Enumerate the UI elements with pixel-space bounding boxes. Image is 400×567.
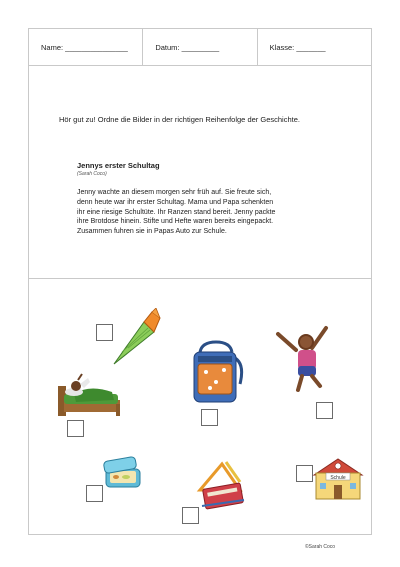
story-line: Jenny wachte an diesem morgen sehr früh auf. Sie freute sich, bbox=[77, 189, 272, 196]
story-line: ihre Brotdose hinein. Stifte und Hefte waren bereits eingepackt. bbox=[77, 218, 274, 226]
books-and-pencils-icon bbox=[196, 460, 248, 510]
header-row bbox=[29, 29, 371, 66]
date-field[interactable]: Datum: _________ bbox=[143, 29, 257, 65]
school-cone-icon bbox=[108, 308, 164, 368]
order-checkbox-school-building[interactable] bbox=[296, 465, 313, 482]
class-field[interactable]: Klasse: _______ bbox=[269, 42, 326, 52]
school-building-icon bbox=[312, 455, 364, 501]
story-line: Zusammen fuhren sie in Papas Auto zur Schule. bbox=[77, 228, 227, 236]
story-author: (Sarah Coco) bbox=[77, 171, 107, 177]
name-field[interactable]: Name: _______________ bbox=[29, 29, 143, 65]
story-title: Jennys erster Schultag bbox=[77, 161, 160, 170]
instruction-text: Hör gut zu! Ordne die Bilder in der richtigen Reihenfolge der Geschichte. bbox=[59, 115, 300, 124]
girl-in-bed-icon bbox=[54, 370, 124, 420]
order-checkbox-lunch-box[interactable] bbox=[86, 485, 103, 502]
copyright-text: ©Sarah Coco bbox=[305, 544, 336, 550]
order-checkbox-jumping-girl[interactable] bbox=[316, 402, 333, 419]
school-sign-text: Schule bbox=[330, 475, 346, 481]
jumping-girl-icon bbox=[274, 320, 342, 394]
story-line: denn heute war ihr erster Schultag. Mama und Papa schenkten bbox=[77, 198, 274, 206]
story-body bbox=[77, 188, 339, 237]
lunch-box-icon bbox=[102, 455, 144, 489]
story-section bbox=[29, 66, 371, 279]
school-bag-icon bbox=[186, 340, 248, 406]
order-checkbox-school-bag[interactable] bbox=[201, 409, 218, 426]
story-line: ihr eine riesige Schultüte. Ihr Ranzen stand bereit. Jenny packte bbox=[77, 208, 276, 216]
order-checkbox-girl-in-bed[interactable] bbox=[67, 420, 84, 437]
